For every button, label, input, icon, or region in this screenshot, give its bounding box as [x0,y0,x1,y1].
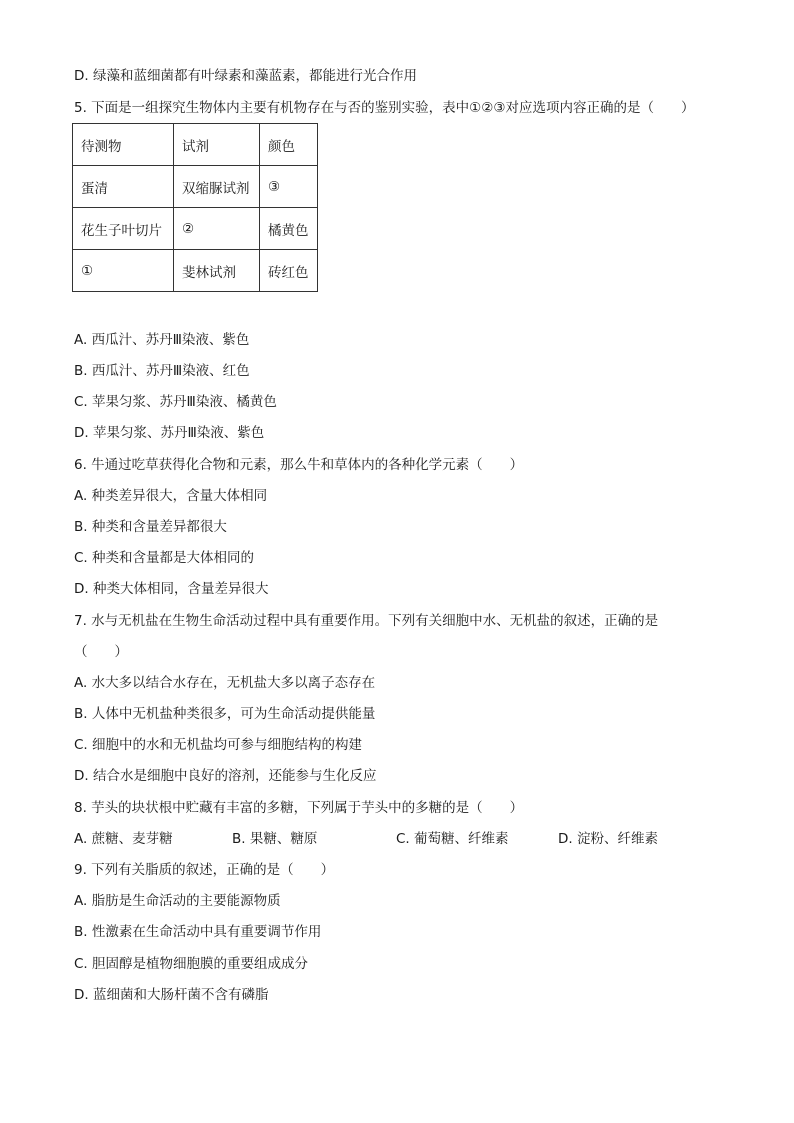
q8-option-a: A. 蔗糖、麦芽糖 [74,831,173,847]
q7-option-a: A. 水大多以结合水存在，无机盐大多以离子态存在 [74,675,376,691]
q9-option-c: C. 胆固醇是植物细胞膜的重要组成成分 [74,956,309,972]
table-row [73,166,318,208]
q6-stem: 6. 牛通过吃草获得化合物和元素，那么牛和草体内的各种化学元素（ ） [74,457,524,473]
q5-option-b: B. 西瓜汁、苏丹Ⅲ染液、红色 [74,363,250,379]
q4-option-d: D. 绿藻和蓝细菌都有叶绿素和藻蓝素，都能进行光合作用 [74,68,417,84]
q6-option-d: D. 种类大体相同，含量差异很大 [74,581,269,597]
table-cell: ③ [260,166,318,208]
table-cell: 蛋清 [73,166,174,208]
q5-stem: 5. 下面是一组探究生物体内主要有机物存在与否的鉴别实验，表中①②③对应选项内容正确的是（ ） [74,100,695,116]
table-cell: 待测物 [73,124,174,166]
q8-stem: 8. 芋头的块状根中贮藏有丰富的多糖，下列属于芋头中的多糖的是（ ） [74,800,524,816]
q7-stem: 7. 水与无机盐在生物生命活动过程中具有重要作用。下列有关细胞中水、无机盐的叙述，正确的是 [74,613,659,629]
table-row [73,250,318,292]
q6-option-b: B. 种类和含量差异都很大 [74,519,227,535]
table-cell: 花生子叶切片 [73,208,174,250]
q5-option-a: A. 西瓜汁、苏丹Ⅲ染液、紫色 [74,332,250,348]
q9-option-d: D. 蓝细菌和大肠杆菌不含有磷脂 [74,987,269,1003]
q7-option-d: D. 结合水是细胞中良好的溶剂，还能参与生化反应 [74,768,377,784]
table-cell: ① [73,250,174,292]
table-row [73,208,318,250]
table-cell: 双缩脲试剂 [174,166,260,208]
q8-option-d: D. 淀粉、纤维素 [558,831,658,847]
q6-option-c: C. 种类和含量都是大体相同的 [74,550,255,566]
q9-option-a: A. 脂肪是生命活动的主要能源物质 [74,893,281,909]
table-cell: 砖红色 [260,250,318,292]
table-cell: 斐林试剂 [174,250,260,292]
table-cell: 颜色 [260,124,318,166]
q6-option-a: A. 种类差异很大，含量大体相同 [74,488,268,504]
q8-option-c: C. 葡萄糖、纤维素 [396,831,509,847]
table-row [73,124,318,166]
q7-option-c: C. 细胞中的水和无机盐均可参与细胞结构的构建 [74,737,363,753]
q9-stem: 9. 下列有关脂质的叙述，正确的是（ ） [74,862,335,878]
table-cell: 橘黄色 [260,208,318,250]
table-cell: 试剂 [174,124,260,166]
q5-option-c: C. 苹果匀浆、苏丹Ⅲ染液、橘黄色 [74,394,277,410]
q8-option-b: B. 果糖、糖原 [232,831,318,847]
table-cell: ② [174,208,260,250]
q9-option-b: B. 性激素在生命活动中具有重要调节作用 [74,924,322,940]
q5-option-d: D. 苹果匀浆、苏丹Ⅲ染液、紫色 [74,425,265,441]
q7-stem-continued: （ ） [74,644,128,660]
q7-option-b: B. 人体中无机盐种类很多，可为生命活动提供能量 [74,706,376,722]
q5-table [72,123,318,292]
